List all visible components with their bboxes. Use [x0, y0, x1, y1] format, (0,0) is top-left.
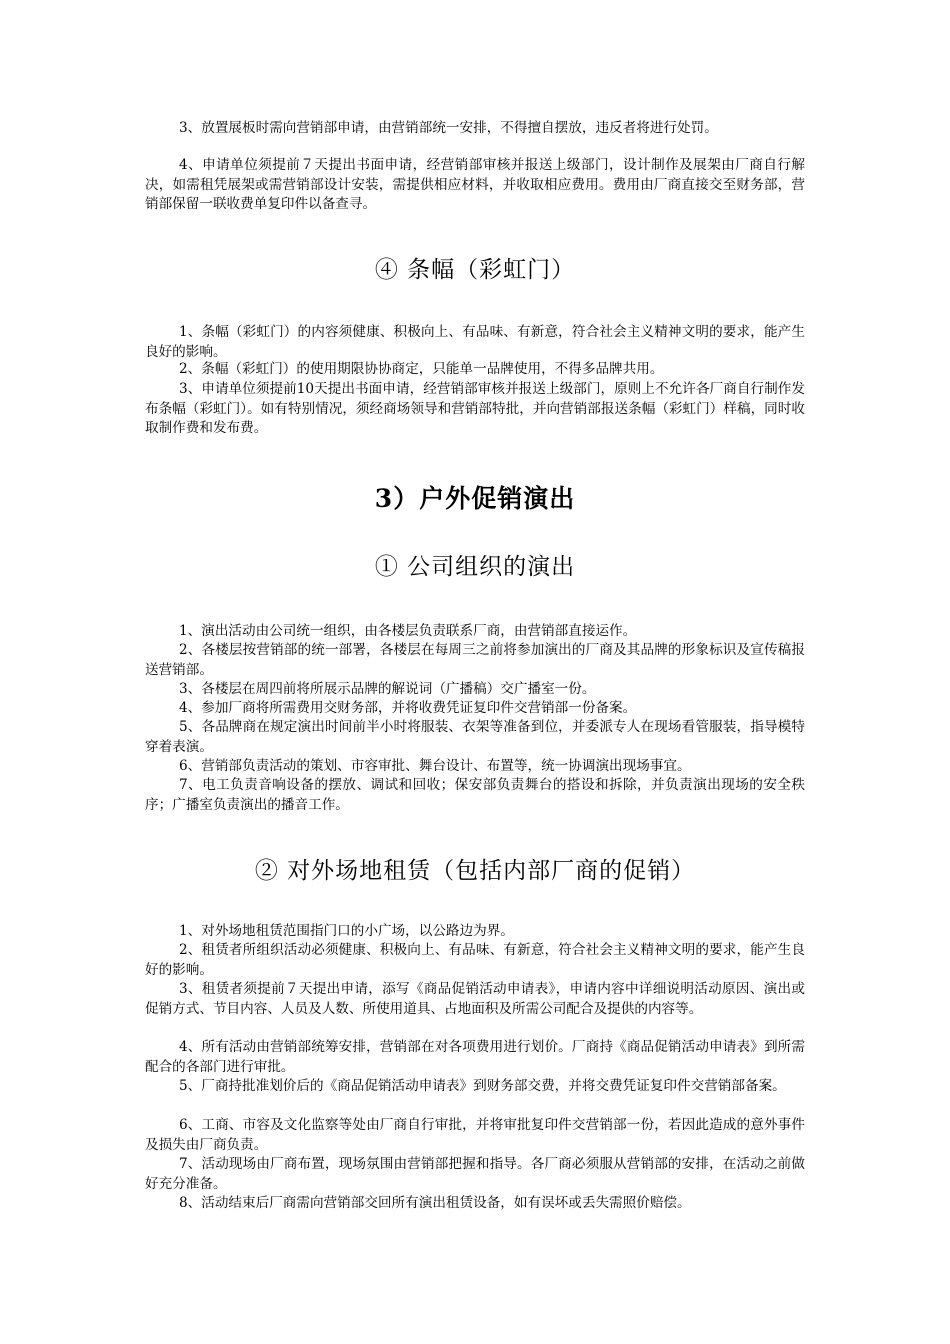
paragraph-show-4: 4、参加厂商将所需费用交财务部，并将收费凭证复印件交营销部一份备案。 — [179, 700, 637, 716]
section-heading-outdoor: 3）户外促销演出 — [374, 484, 576, 513]
paragraph-show-7: 7、电工负责音响设备的摆放、调试和回收；保安部负责舞台的搭设和拆除，并负责演出现场的安全秩序；广播室负责演出的播音工作。 — [145, 777, 805, 813]
paragraph-banner-1: 1、条幅（彩虹门）的内容须健康、积极向上、有品味、有新意，符合社会主义精神文明的要求，能产生良好的影响。 — [145, 324, 805, 360]
paragraph-rental-3: 3、租赁者须提前７天提出申请，添写《商品促销活动申请表》，申请内容中详细说明活动原因、演出或促销方式、节目内容、人员及人数、所使用道具、占地面积及所需公司配合及提供的内容等。 — [145, 981, 805, 1017]
section-heading-banner: ④ 条幅（彩虹门） — [374, 257, 576, 283]
paragraph-rental-2: 2、租赁者所组织活动必须健康、积极向上、有品味、有新意，符合社会主义精神文明的要求，能产生良好的影响。 — [145, 942, 805, 978]
paragraph-display-board-4: 4、申请单位须提前７天提出书面申请，经营销部审核并报送上级部门，设计制作及展架由厂商自行解决，如需租凭展架或需营销部设计安装，需提供相应材料，并收取相应费用。费用由厂商直接交至财务部，营销部保留一联收费单复印件以备查寻。 — [145, 157, 805, 212]
paragraph-show-6: 6、营销部负责活动的策划、市容审批、舞台设计、布置等，统一协调演出现场事宜。 — [179, 758, 691, 774]
paragraph-rental-4: 4、所有活动由营销部统筹安排，营销部在对各项费用进行划价。厂商持《商品促销活动申请表》到所需配合的各部门进行审批。 — [145, 1039, 805, 1075]
paragraph-rental-7: 7、活动现场由厂商布置，现场氛围由营销部把握和指导。各厂商必须服从营销部的安排，在活动之前做好充分准备。 — [145, 1156, 805, 1192]
paragraph-display-board-3: 3、放置展板时需向营销部申请，由营销部统一安排，不得擅自摆放，违反者将进行处罚。 — [179, 120, 718, 136]
section-heading-rental: ② 对外场地租赁（包括内部厂商的促销） — [254, 858, 696, 884]
paragraph-show-2: 2、各楼层按营销部的统一部署，各楼层在每周三之前将参加演出的厂商及其品牌的形象标识及宣传稿报送营销部。 — [145, 642, 805, 678]
paragraph-rental-5: 5、厂商持批准划价后的《商品促销活动申请表》到财务部交费，并将交费凭证复印件交营销部备案。 — [179, 1078, 786, 1094]
section-heading-company-show: ① 公司组织的演出 — [374, 554, 576, 580]
paragraph-show-3: 3、各楼层在周四前将所展示品牌的解说词（广播稿）交广播室一份。 — [179, 681, 596, 697]
paragraph-banner-3: 3、申请单位须提前10天提出书面申请，经营销部审核并报送上级部门，原则上不允许各厂商自行制作发布条幅（彩虹门）。如有特别情况，须经商场领导和营销部特批，并向营销部报送条幅（彩虹门）样稿，同时收取制作费和发布费。 — [145, 381, 805, 436]
paragraph-show-5: 5、各品牌商在规定演出时间前半小时将服装、衣架等准备到位，并委派专人在现场看管服装，指导模特穿着表演。 — [145, 719, 805, 755]
paragraph-rental-1: 1、对外场地租赁范围指门口的小广场，以公路边为界。 — [179, 923, 514, 939]
paragraph-banner-2: 2、条幅（彩虹门）的使用期限协协商定，只能单一品牌使用，不得多品牌共用。 — [179, 361, 664, 377]
paragraph-show-1: 1、演出活动由公司统一组织，由各楼层负责联系厂商，由营销部直接运作。 — [179, 623, 637, 639]
paragraph-rental-6: 6、工商、市容及文化监察等处由厂商自行审批，并将审批复印件交营销部一份，若因此造成的意外事件及损失由厂商负责。 — [145, 1117, 805, 1153]
paragraph-rental-8: 8、活动结束后厂商需向营销部交回所有演出租赁设备，如有误坏或丢失需照价赔偿。 — [179, 1195, 691, 1211]
